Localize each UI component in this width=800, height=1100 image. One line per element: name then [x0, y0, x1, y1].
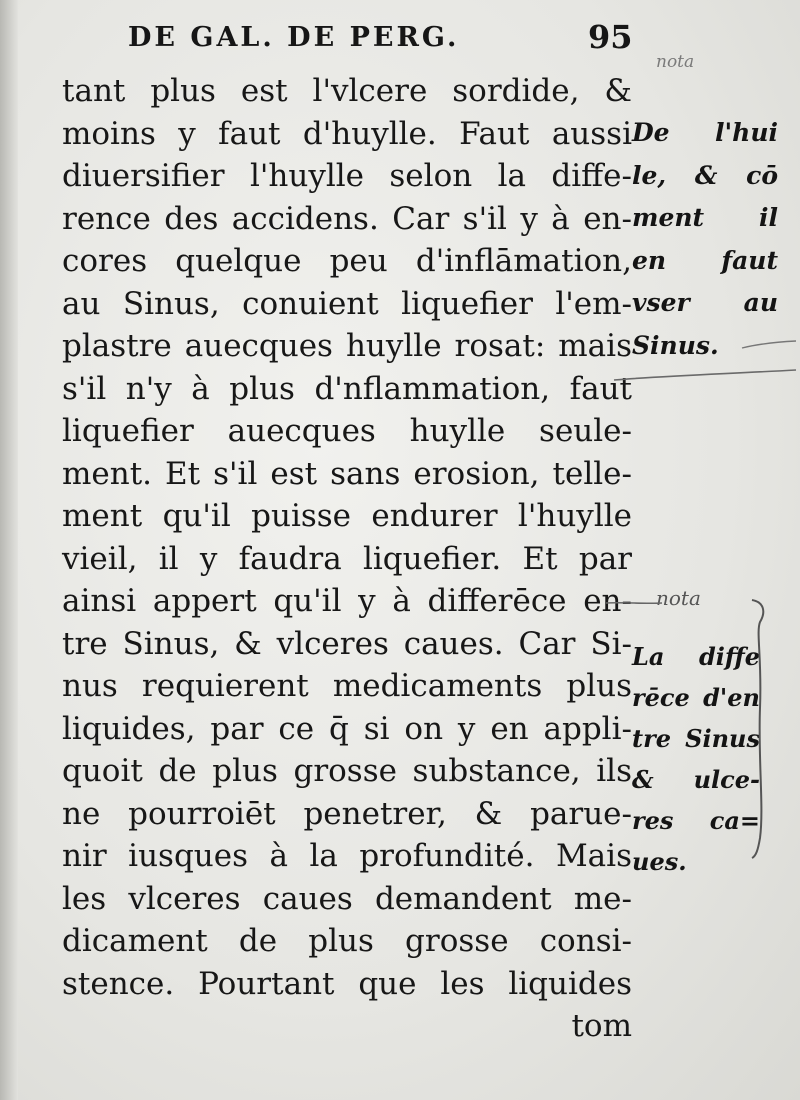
body-line: moins y faut d'huylle. Faut aussi [62, 115, 632, 152]
body-line: vieil, il y faudra liquefier. Et par [62, 540, 632, 577]
handwritten-bracket [748, 598, 770, 860]
body-line: tant plus est l'vlcere sordide, & [62, 73, 632, 109]
body-line: nir iusques à la profundité. Mais [62, 838, 632, 874]
handwritten-pointer-line-upper [612, 366, 798, 386]
page-header [120, 18, 640, 64]
body-line: ne pourroiēt penetrer, & parue- [62, 795, 632, 832]
body-line: ainsi appert qu'il y à differēce en- [62, 583, 632, 619]
margin-line: vser au [632, 288, 778, 317]
body-line: plastre auecques huylle rosat: mais [62, 328, 632, 364]
body-text [62, 70, 632, 1048]
body-line: cores quelque peu d'inflāmation, [62, 243, 632, 279]
handwritten-nota-top: nota [656, 52, 695, 72]
margin-line: en faut [632, 245, 778, 275]
binding-shadow [0, 0, 18, 1100]
handwritten-pointer-line-lower [604, 596, 664, 610]
margin-line: ment il [632, 203, 778, 232]
margin-line: le, & cō [632, 160, 778, 190]
margin-line: La diffe [632, 642, 760, 671]
body-line: ment. Et s'il est sans erosion, telle- [62, 455, 632, 492]
body-line: dicament de plus grosse consi- [62, 923, 632, 959]
margin-line: ues. [632, 847, 687, 876]
margin-line: Sinus. [632, 330, 719, 360]
margin-line: tre Sinus [632, 724, 760, 753]
handwritten-nota-middle: nota [656, 586, 701, 610]
margin-line: & ulce- [632, 765, 760, 794]
body-line: ment qu'il puisse endurer l'huylle [62, 498, 632, 534]
body-line: les vlceres caues demandent me- [62, 880, 632, 917]
body-line: liquefier auecques huylle seule- [62, 413, 632, 449]
margin-line: rēce d'en [632, 683, 760, 712]
margin-note-difference [632, 636, 760, 882]
margin-note-oil-sinus [632, 112, 778, 367]
body-line: stence. Pourtant que les liquides [62, 965, 632, 1002]
running-head: DE GAL. DE PERG. [128, 22, 460, 53]
body-line: liquides, par ce q̄ si on y en appli- [62, 710, 632, 747]
body-line: quoit de plus grosse substance, ils [62, 753, 632, 789]
body-line: rence des accidens. Car s'il y à en- [62, 200, 632, 237]
margin-line: res ca= [632, 806, 760, 835]
catchword: tom [571, 1008, 632, 1044]
margin-line: De l'hui [632, 118, 778, 147]
page-number: 95 [588, 18, 633, 56]
body-line: s'il n'y à plus d'nflammation, faut [62, 370, 632, 407]
body-line: tre Sinus, & vlceres caues. Car Si- [62, 625, 632, 662]
body-line: nus requierent medicaments plus [62, 668, 632, 704]
handwritten-pointer-line-short [740, 338, 798, 352]
body-line: diuersifier l'huylle selon la diffe- [62, 158, 632, 194]
body-line: au Sinus, conuient liquefier l'em- [62, 285, 632, 322]
